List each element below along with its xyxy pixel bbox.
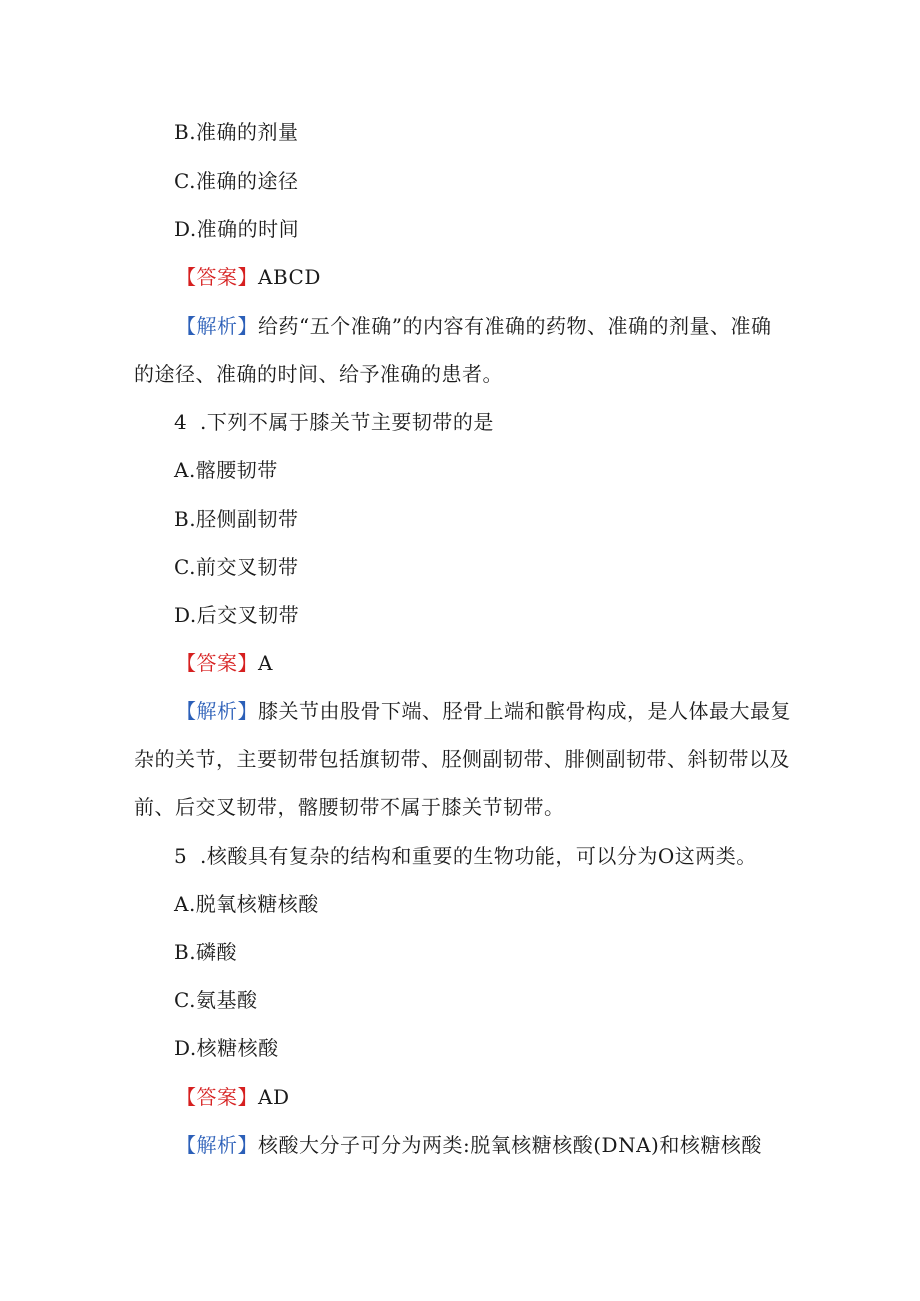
q5-option-b: B.磷酸 [174, 940, 238, 964]
q4-option-d: D.后交叉韧带 [174, 603, 300, 627]
analysis-tag: 【解析】 [176, 1133, 258, 1157]
q5-question [174, 844, 757, 868]
question-text: .核酸具有复杂的结构和重要的生物功能，可以分为O这两类。 [200, 844, 757, 868]
question-number: 4 [174, 410, 188, 434]
question-number: 5 [174, 844, 188, 868]
q3-option-b: B.准确的剂量 [174, 120, 299, 144]
q5-option-c: C.氨基酸 [174, 988, 258, 1012]
analysis-text: 核酸大分子可分为两类:脱氧核糖核酸(DNA)和核糖核酸 [258, 1133, 762, 1157]
analysis-tag: 【解析】 [176, 699, 258, 723]
q4-option-b: B.胫侧副韧带 [174, 507, 299, 531]
q4-analysis-line-2: 杂的关节，主要韧带包括旗韧带、胫侧副韧带、腓侧副韧带、斜韧带以及 [134, 747, 790, 771]
question-text: .下列不属于膝关节主要韧带的是 [200, 410, 494, 434]
answer-tag: 【答案】 [176, 1085, 258, 1109]
q4-analysis-line-3: 前、后交叉韧带，髂腰韧带不属于膝关节韧带。 [134, 795, 565, 819]
q4-option-a: A.髂腰韧带 [174, 458, 278, 482]
q4-analysis-line-1 [176, 699, 791, 723]
answer-value: A [258, 651, 273, 675]
answer-value: AD [258, 1085, 290, 1109]
q4-option-c: C.前交叉韧带 [174, 555, 299, 579]
q4-question [174, 410, 494, 434]
analysis-text: 膝关节由股骨下端、胫骨上端和髌骨构成，是人体最大最复 [258, 699, 791, 723]
q3-option-c: C.准确的途径 [174, 169, 299, 193]
analysis-text: 给药“五个准确”的内容有准确的药物、准确的剂量、准确 [258, 314, 772, 338]
q5-option-a: A.脱氧核糖核酸 [174, 892, 319, 916]
analysis-tag: 【解析】 [176, 314, 258, 338]
answer-tag: 【答案】 [176, 651, 258, 675]
q3-analysis-line-2: 的途径、准确的时间、给予准确的患者。 [134, 362, 503, 386]
q3-analysis-line-1 [176, 314, 771, 338]
q5-analysis-line-1 [176, 1133, 762, 1157]
q3-option-d: D.准确的时间 [174, 217, 300, 241]
answer-value: ABCD [258, 265, 321, 289]
q3-answer-row [176, 265, 321, 289]
answer-tag: 【答案】 [176, 265, 258, 289]
q5-option-d: D.核糖核酸 [174, 1036, 279, 1060]
q5-answer-row [176, 1085, 289, 1109]
q4-answer-row [176, 651, 273, 675]
